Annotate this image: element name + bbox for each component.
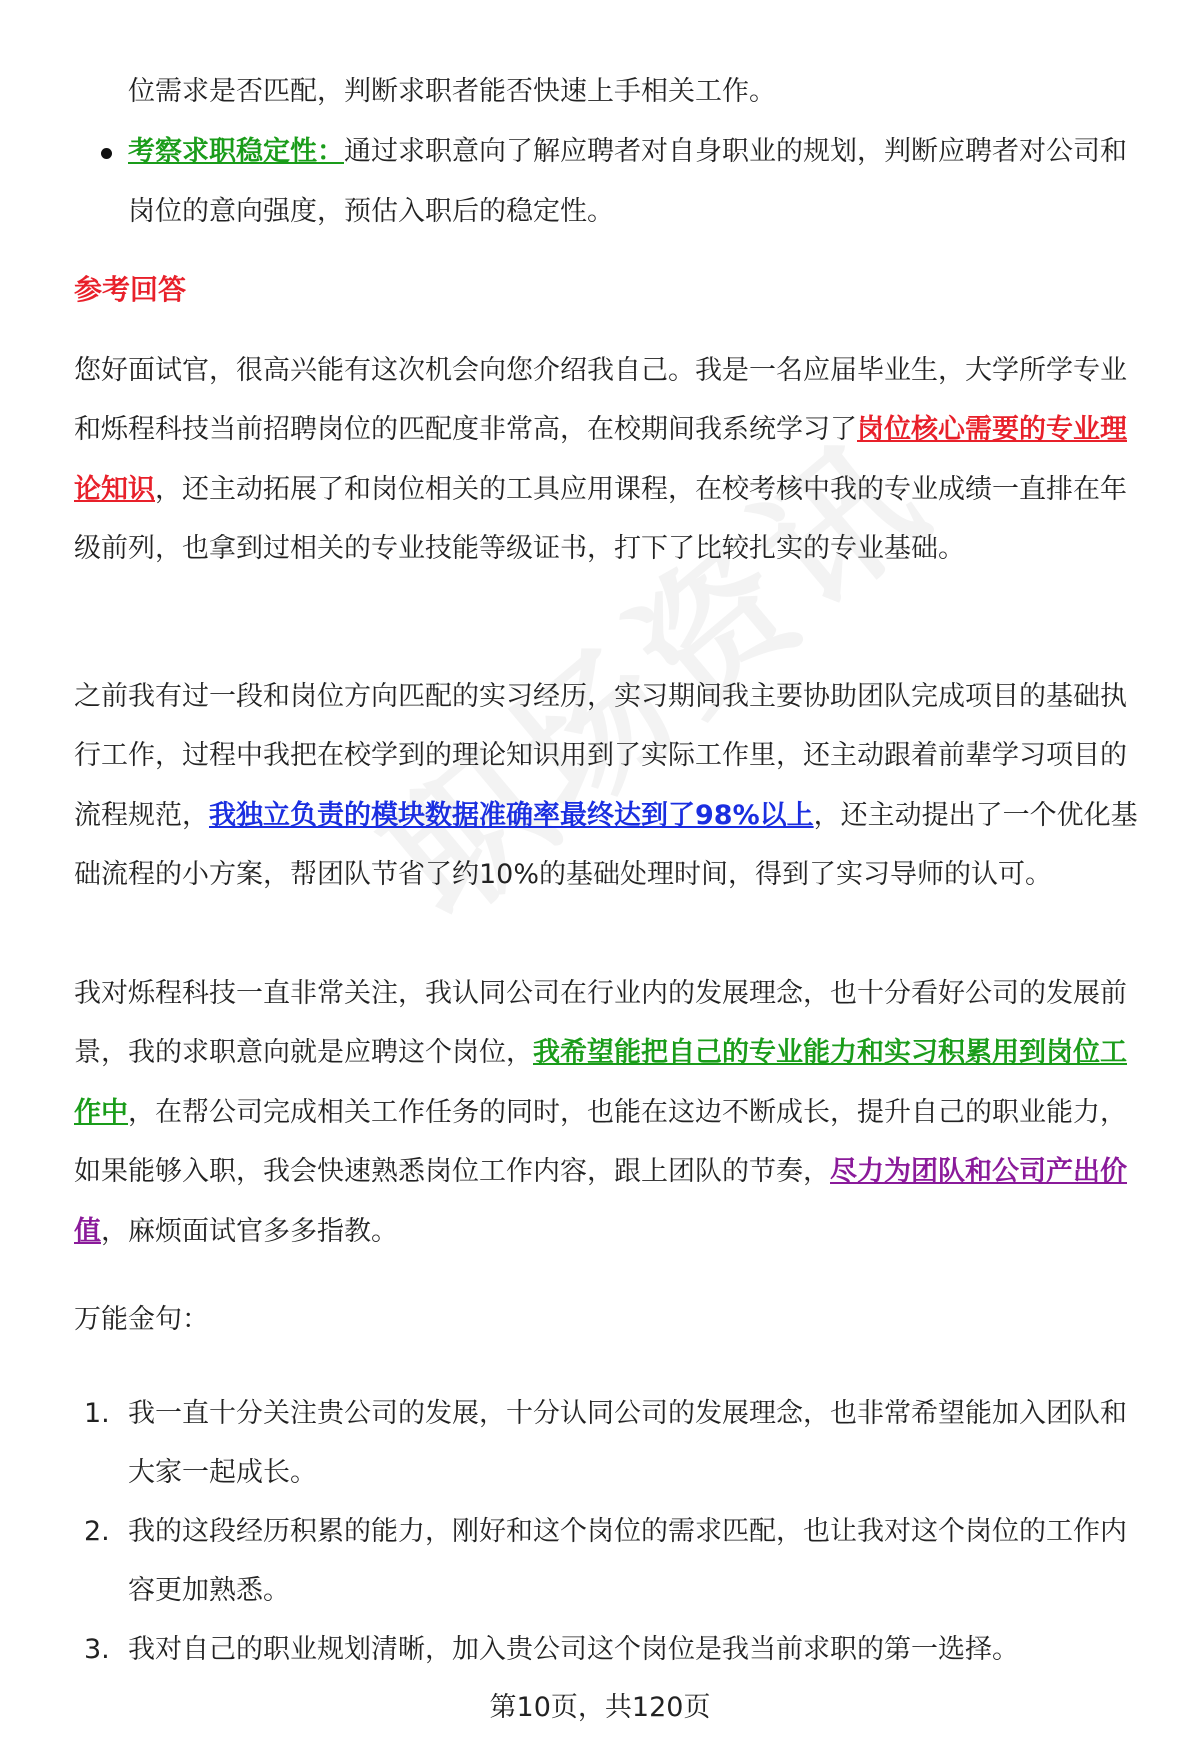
list-item-text: 我的这段经历积累的能力，刚好和这个岗位的需求匹配，也让我对这个岗位的工作内容更加熟悉。 [128, 1516, 1127, 1606]
paragraph-motivation [74, 964, 1148, 1261]
para3-text-a: 我对烁程科技一直非常关注，我认同公司在行业内的发展理念，也十分看好公司的发展前景，我的求职意向就是应聘这个岗位， [74, 978, 1127, 1069]
para2-text-b: ，还主动提出了一个优化基础流程的小方案，帮团队节省了约10%的基础处理时间，得到了实习导师的认可。 [74, 799, 1138, 891]
paragraph-internship [74, 667, 1148, 905]
bullet-dot-icon [101, 148, 112, 159]
para3-highlight-1: 我希望能把自己的专业能力和实习积累用到岗位工作中 [74, 1037, 1127, 1128]
bullet-label: 考察求职稳定性： [128, 136, 344, 167]
list-number: 3. [84, 1634, 110, 1665]
golden-sentences-label: 万能金句： [74, 1304, 209, 1335]
list-number: 2. [84, 1516, 110, 1547]
bullet-text: 通过求职意向了解应聘者对自身职业的规划，判断应聘者对公司和岗位的意向强度，预估入职后的稳定性。 [128, 136, 1127, 227]
page-footer: 第10页，共120页 [489, 1692, 711, 1723]
list-number: 1. [84, 1398, 110, 1429]
para2-highlight: 我独立负责的模块数据准确率最终达到了98%以上 [209, 799, 814, 831]
para1-text-a: 您好面试官，很高兴能有这次机会向您介绍我自己。我是一名应届毕业生，大学所学专业和烁程科技当前招聘岗位的匹配度非常高，在校期间我系统学习了 [74, 355, 1127, 446]
list-item-text: 我一直十分关注贵公司的发展，十分认同公司的发展理念，也非常希望能加入团队和大家一起成长。 [128, 1398, 1127, 1488]
list-item-text: 我对自己的职业规划清晰，加入贵公司这个岗位是我当前求职的第一选择。 [128, 1634, 1019, 1665]
para1-highlight: 岗位核心需要的专业理论知识 [74, 414, 1127, 505]
list-item [84, 1384, 1148, 1502]
para1-text-b: ，还主动拓展了和岗位相关的工具应用课程，在校考核中我的专业成绩一直排在年级前列，也拿到过相关的专业技能等级证书，打下了比较扎实的专业基础。 [74, 473, 1127, 565]
para3-text-c: ，麻烦面试官多多指教。 [101, 1215, 398, 1247]
paragraph-intro [74, 341, 1148, 579]
section-heading: 参考回答 [74, 273, 187, 306]
para3-text-b: ，在帮公司完成相关工作任务的同时，也能在这边不断成长，提升自己的职业能力，如果能够入职，我会快速熟悉岗位工作内容，跟上团队的节奏， [74, 1096, 1127, 1188]
para2-text-a: 之前我有过一段和岗位方向匹配的实习经历，实习期间我主要协助团队完成项目的基础执行工作，过程中我把在校学到的理论知识用到了实际工作里，还主动跟着前辈学习项目的流程规范， [74, 681, 1127, 831]
bullet-item-stability [128, 122, 1148, 242]
para3-highlight-2: 尽力为团队和公司产出价值 [74, 1156, 1127, 1247]
top-continuation-text: 位需求是否匹配，判断求职者能否快速上手相关工作。 [128, 76, 776, 107]
list-item [84, 1502, 1148, 1620]
list-item [84, 1620, 1148, 1679]
